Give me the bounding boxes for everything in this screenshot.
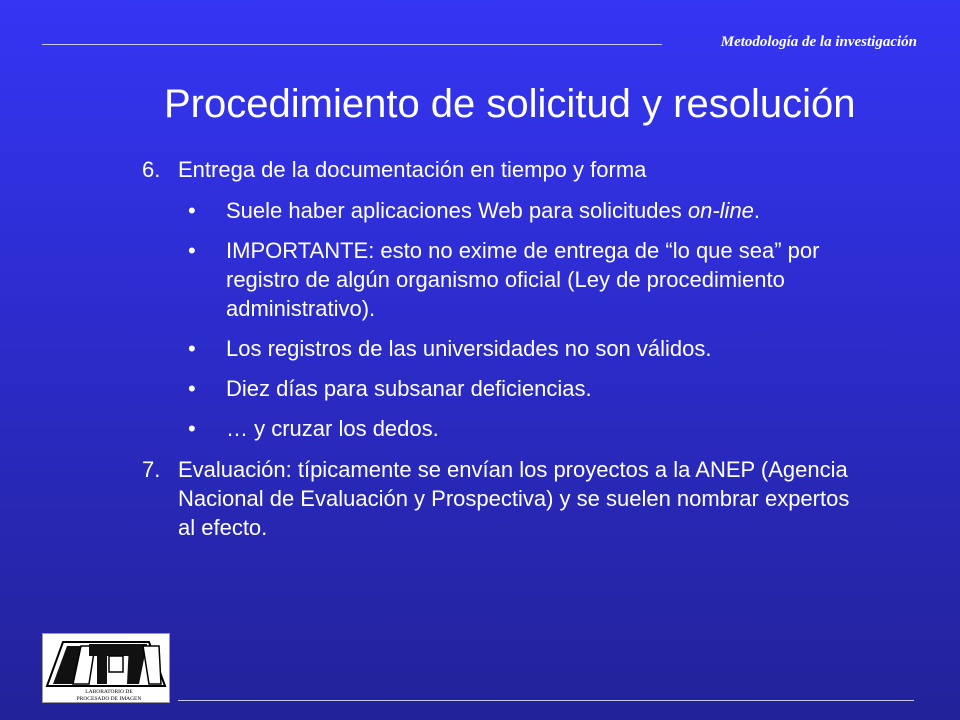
lab-logo — [42, 633, 170, 703]
bullet-icon: • — [188, 416, 196, 441]
logo-caption-line2: PROCESADO DE IMAGEN — [76, 696, 142, 702]
bullet-text: Diez días para subsanar deficiencias. — [226, 376, 592, 401]
bullet-text: … y cruzar los dedos. — [226, 416, 439, 441]
header-rule — [42, 44, 662, 45]
bullet-item — [142, 414, 862, 443]
bullet-text: Suele haber aplicaciones Web para solicitudes — [226, 198, 688, 223]
numbered-item-6 — [142, 155, 862, 184]
bullet-list — [142, 196, 862, 443]
bullet-item — [142, 334, 862, 363]
bullet-item — [142, 236, 862, 323]
lab-logo-icon — [43, 634, 169, 702]
item-text: Entrega de la documentación en tiempo y forma — [178, 157, 647, 182]
logo-caption-line1: LABORATORIO DE — [85, 689, 133, 695]
item-text: Evaluación: típicamente se envían los proyectos a la ANEP (Agencia Nacional de Evaluación y Prospectiva) y se suelen nombrar expertos al efecto. — [178, 457, 850, 540]
bullet-text: IMPORTANTE: esto no exime de entrega de “lo que sea” por registro de algún organismo oficial (Ley de procedimiento administrativo). — [226, 238, 820, 321]
item-number: 6. — [142, 157, 161, 182]
bullet-icon: • — [188, 198, 196, 223]
footer-rule — [178, 700, 914, 701]
bullet-text-italic: on-line — [687, 198, 754, 223]
bullet-item — [142, 196, 862, 225]
bullet-icon: • — [188, 238, 196, 263]
bullet-icon: • — [188, 376, 196, 401]
bullet-icon: • — [188, 336, 196, 361]
slide-title: Procedimiento de solicitud y resolución — [164, 82, 856, 126]
bullet-item — [142, 374, 862, 403]
slide-content — [142, 155, 862, 542]
item-number: 7. — [142, 457, 161, 482]
numbered-item-7 — [142, 455, 862, 542]
bullet-text-end: . — [753, 198, 761, 223]
course-title: Metodología de la investigación — [720, 34, 917, 50]
bullet-text: Los registros de las universidades no son válidos. — [226, 336, 712, 361]
